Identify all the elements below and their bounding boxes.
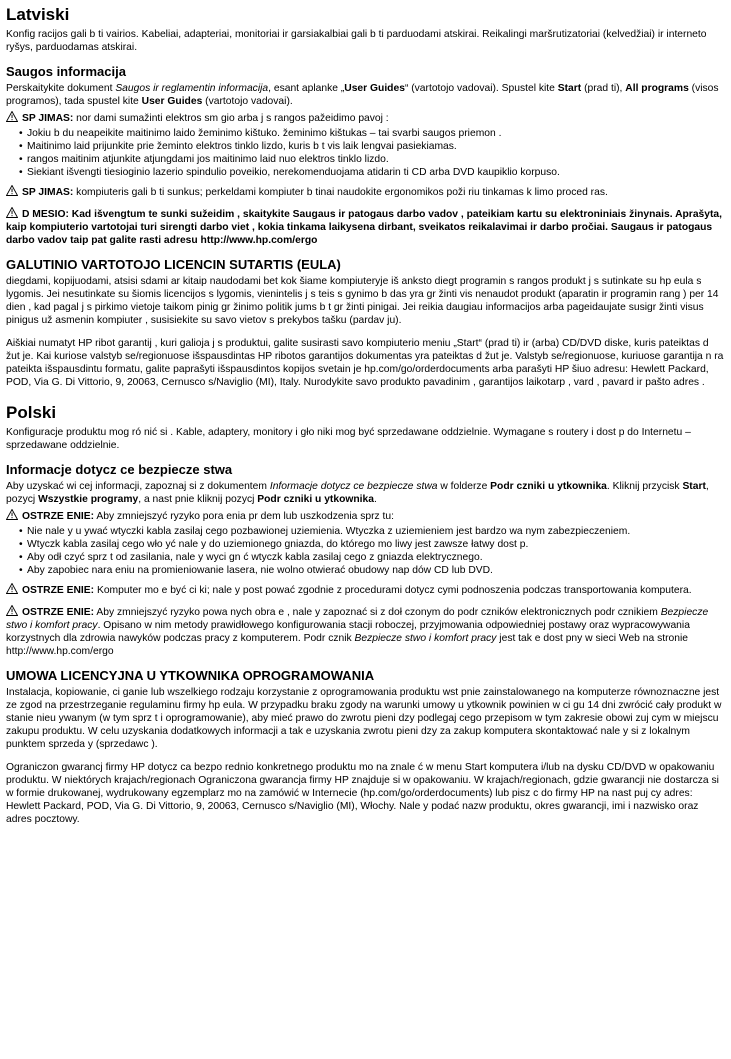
text-run: OSTRZE ENIE: (22, 607, 95, 618)
list-item (6, 166, 724, 179)
text-run: . Kliknij przycisk (606, 481, 683, 492)
list-item (6, 538, 724, 551)
lt-eula-paragraph-2: Aiškiai numatyt HP ribot garantij , kuri galioja j s produktui, galite susirasti savo kompiuterio meniu „Start“ (prad ti) ir (arba) CD/DVD diske, kuris pateiktas d žut je. Kai kuriose valstyb se/regionuose išspausdintas HP ribotos garantijos dokumentas yra pateiktas d žut je. Valstyb se/regionuose, kuriuose garantija n ra pateikta išspausdintu formatu, galite paprašyti išspausdintos kopijos svetain je hp.com/go/orderdocuments arba parašyti HP šiuo adresu: Hewlett Packard, POD, Via G. Di Vittorio, 9, 20063, Cernusco s/Naviglio (MI), Italy. Nurodykite savo produkto pavadinim , garantijos laikotarp , vard , pavard ir pašto adres . (6, 338, 724, 388)
bullet-icon: • (19, 154, 23, 165)
pl-safety-intro (6, 480, 724, 506)
section-title-latviski: Latviski (6, 5, 70, 24)
lt-warning-attention (6, 207, 724, 247)
text-run: Aby zmniejszyć ryzyko pora enia pr dem lub uszkodzenia sprz tu: (94, 511, 394, 522)
text-run: Komputer mo e być ci ki; nale y post pować zgodnie z procedurami dotycz cymi podnoszenia podczas transportowania komputera. (94, 585, 692, 596)
text-run: Start (682, 481, 706, 492)
text-run: jest tak e dost pny w sieci Web na stronie http://www.hp.com/ergo (6, 633, 688, 657)
text-run: , pozycj (6, 481, 709, 505)
text-run: User Guides (344, 83, 405, 94)
section-title-polski: Polski (6, 403, 57, 422)
text-run: OSTRZE ENIE: (22, 511, 95, 522)
section-polish (6, 403, 724, 826)
lt-safety-bullet-list (6, 127, 724, 179)
bullet-icon: • (19, 539, 23, 550)
list-item-text: Maitinimo laid prijunkite prie žeminto elektros tinklo lizdo, kuris b t vis laik lengvai pasiekiamas. (27, 141, 457, 152)
text-run: kompiuteris gali b ti sunkus; perkeldami kompiuter b tinai naudokite ergonomikos poži riu tinkamas k limo proced ras. (73, 187, 608, 198)
list-item (6, 525, 724, 538)
text-run: Podr czniki u ytkownika (257, 494, 374, 505)
text-run: Bezpiecze stwo i komfort pracy (354, 633, 497, 644)
text-run: . (374, 494, 377, 505)
pl-warning-ergo (6, 605, 724, 658)
pl-warning-heavy-text (22, 585, 692, 596)
bullet-icon: • (19, 128, 23, 139)
pl-warning-ergo-text (6, 607, 708, 657)
list-item (6, 140, 724, 153)
text-run: D MESIO: Kad išvengtum te sunki sužeidim , skaitykite Saugaus ir patogaus darbo vadov , pateikiam kartu su elektroniniais žinynais. Aprašyta, kaip kompiuterio vartotojai turi sirengti darbo viet , kokia tinkama laikysena dirbant, sveikatos reikalavimai ir darbo pročiai. Saugaus ir patogaus darbo vadov taip pat galite rasti adresu http://www.hp.com/ergo (6, 209, 723, 246)
bullet-icon: • (19, 552, 23, 563)
text-run: User Guides (141, 96, 203, 107)
list-item-text: Aby odł czyć sprz t od zasilania, nale y wyci gn ć wtyczk kabla zasilaj cego z gniazda elektrycznego. (27, 552, 483, 563)
lt-warning-shock (6, 111, 724, 125)
pl-intro-paragraph: Konfiguracje produktu mog ró nić si . Kable, adaptery, monitory i gło niki mog być sprzedawane oddzielnie. Wymagane s routery i dost p do Internetu – sprzedawane oddzielnie. (6, 427, 691, 451)
text-run: OSTRZE ENIE: (22, 585, 95, 596)
bullet-icon: • (19, 167, 23, 178)
text-run: (visos programos), tada spustel kite (6, 83, 719, 107)
lt-warning-shock-text (22, 113, 389, 124)
text-run: Aby uzyskać wi cej informacji, zapoznaj si z dokumentem (6, 481, 270, 492)
lt-safety-heading: Saugos informacija (6, 64, 126, 79)
text-run: Saugos ir reglamentin informacija (115, 83, 269, 94)
pl-eula-paragraph-1: Instalacja, kopiowanie, ci ganie lub wszelkiego rodzaju korzystanie z oprogramowania produktu wst pnie zainstalowanego na komputerze równoznaczne jest ze zgod na przestrzeganie regulaminu firmy hp eula. W przypadku braku zgody na warunki umowy u ytkownik powinien w ci gu 14 dni zwrócić cały produkt w stanie nieu ywanym (w tym sprz t i oprogramowanie), aby mieć prawo do zwrotu pieni dzy podlegaj cego przepisom w tym zakresie obowi zuj cym w miejscu zakupu produktu. W celu uzyskania dodatkowych informacji a tak e uzyskania zwrotu pieni dzy za zakup komputera skontaktować nale y si z lokalnym punktem sprzeda y (sprzedawc ). (6, 687, 722, 750)
pl-eula-paragraph-2: Ograniczon gwarancj firmy HP dotycz ca bezpo rednio konkretnego produktu mo na znale ć w menu Start komputera i/lub na dysku CD/DVD w opakowaniu produktu. W niektórych krajach/regionach Ograniczona gwarancja firmy HP znajduje si w opakowaniu. W krajach/regionach, gdzie gwarancji nie dostarcza si w formie drukowanej, wydrukowany egzemplarz mo na zamówić w Internecie (hp.com/go/orderdocuments) lub pisz c do firmy HP na nast puj cy adres: Hewlett Packard, POD, Via G. Di Vittorio, 9, 20063, Cernusco s/Naviglio (MI), Włochy. Nale y podać nazw produktu, okres gwarancji, imi i nazwisko oraz adres pocztowy. (6, 762, 719, 825)
text-run: “ (vartotojo vadovai). Spustel kite (404, 83, 558, 94)
lt-warning-attention-text (6, 209, 722, 246)
list-item-text: Jokiu b du neapeikite maitinimo laido žeminimo kištuko. žeminimo kištukas – tai svarbi saugos priemon . (27, 128, 502, 139)
warning-icon (6, 185, 18, 196)
text-run: Bezpiecze stwo i komfort pracy (6, 607, 709, 631)
text-run: w folderze (437, 481, 491, 492)
lt-warning-heavy-text (22, 187, 608, 198)
text-run: SP JIMAS: (22, 113, 74, 124)
bullet-icon: • (19, 526, 23, 537)
text-run: (vartotojo vadovai). (202, 96, 293, 107)
list-item-text: Siekiant išvengti tiesioginio lazerio spindulio poveikio, nerekomenduojama atidarin ti CD arba DVD kaupiklio korpuso. (27, 167, 560, 178)
warning-icon (6, 509, 18, 520)
text-run: Start (557, 83, 582, 94)
pl-safety-bullet-list (6, 525, 724, 577)
pl-warning-shock-text (22, 511, 394, 522)
lt-warning-heavy (6, 185, 724, 199)
bullet-icon: • (19, 565, 23, 576)
text-run: . Opisano w nim metody prawidłowego konfigurowania stacji roboczej, przyjmowania odpowiedniej postawy oraz wypracowywania korzystnych dla zdrowia nawyków podczas pracy z komputerem. Podr cznik (6, 620, 690, 644)
text-run: , esant aplanke „ (268, 83, 345, 94)
text-run: Perskaitykite dokument (6, 83, 116, 94)
section-lithuanian (6, 5, 724, 389)
text-run: (prad ti), (581, 83, 626, 94)
text-run: Podr czniki u ytkownika (490, 481, 607, 492)
list-item (6, 564, 724, 577)
list-item-text: rangos maitinim atjunkite atjungdami jos maitinimo laid nuo elektros tinklo lizdo. (27, 154, 389, 165)
bullet-icon: • (19, 141, 23, 152)
lt-eula-heading: GALUTINIO VARTOTOJO LICENCIN SUTARTIS (EULA) (6, 257, 341, 272)
warning-icon (6, 111, 18, 122)
pl-eula-heading: UMOWA LICENCYJNA U YTKOWNIKA OPROGRAMOWANIA (6, 668, 375, 683)
list-item (6, 127, 724, 140)
lt-eula-paragraph-1: diegdami, kopijuodami, atsisi sdami ar kitaip naudodami bet kok šiame kompiuteryje iš anksto diegt programin s rangos produkt j s sutinkate su hp eula s lygomis. Jei nesutinkate su šiomis licencijos s lygomis, vienintelis j s teis s gynimo b das yra gr žinti vis nenaudot produkt (aparatin ir programin rang ) per 14 dien , kad pagal j s pirkimo vietoje taikom pinig gr žinimo politik jums b t gr žinti pinigai. Jei reikia daugiau informacijos arba pageidaujate susigr žinti visus pinigus už asmenin kompiuter , susisiekite su savo vietov s prekybos tašku (pardav ju). (6, 276, 719, 326)
text-run: SP JIMAS: (22, 187, 74, 198)
list-item (6, 551, 724, 564)
warning-icon (6, 207, 18, 218)
list-item-text: Nie nale y u ywać wtyczki kabla zasilaj cego pozbawionej uziemienia. Wtyczka z uziemieniem jest bardzo wa nym zabezpieczeniem. (27, 526, 631, 537)
document-page (6, 5, 724, 826)
lt-safety-intro (6, 82, 724, 108)
text-run: All programs (625, 83, 689, 94)
text-run: Wszystkie programy (38, 494, 139, 505)
text-run: Aby zmniejszyć ryzyko powa nych obra e , nale y zapoznać si z doł czonym do podr czników elektronicznych podr cznikiem (94, 607, 661, 618)
pl-safety-heading: Informacje dotycz ce bezpiecze stwa (6, 462, 233, 477)
list-item-text: Aby zapobiec nara eniu na promieniowanie lasera, nie wolno otwierać obudowy nap dów CD lub DVD. (27, 565, 493, 576)
lt-intro-paragraph: Konfig racijos gali b ti vairios. Kabeliai, adapteriai, monitoriai ir garsiakalbiai gali b ti parduodami atskirai. Reikalingi maršrutizatoriai (kelvedžiai) ir interneto ryšys, parduodamas atskirai. (6, 29, 707, 53)
pl-warning-shock (6, 509, 724, 523)
text-run: Informacje dotycz ce bezpiecze stwa (269, 481, 438, 492)
warning-icon (6, 605, 18, 616)
pl-warning-heavy (6, 583, 724, 597)
list-item-text: Wtyczk kabla zasilaj cego wło yć nale y do uziemionego gniazda, do którego mo liwy jest zawsze łatwy dost p. (27, 539, 529, 550)
warning-icon (6, 583, 18, 594)
text-run: , a nast pnie kliknij pozycj (138, 494, 258, 505)
text-run: nor dami sumažinti elektros sm gio arba j s rangos pažeidimo pavoj : (73, 113, 389, 124)
list-item (6, 153, 724, 166)
